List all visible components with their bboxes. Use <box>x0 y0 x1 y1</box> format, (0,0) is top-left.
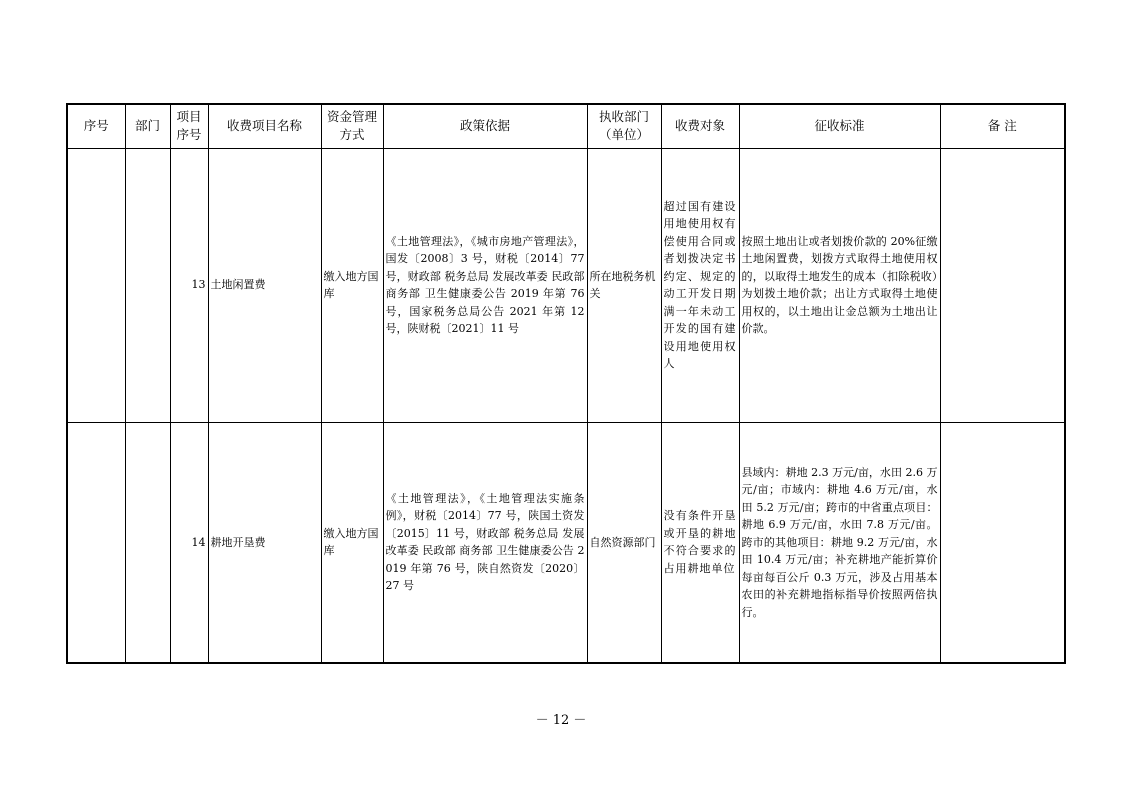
header-fund-mgmt: 资金管理方式 <box>321 104 383 148</box>
table-row <box>67 422 1065 663</box>
cell-standard: 按照土地出让或者划拨价款的 20%征缴土地闲置费，划拨方式取得土地使用权的，以取得土地发生的成本（扣除税收）为划拨土地价款；出让方式取得土地使用权的，以土地出让金总额为土地出让价款。 <box>739 148 940 422</box>
header-dept: 部门 <box>125 104 170 148</box>
cell-standard: 县域内：耕地 2.3 万元/亩，水田 2.6 万元/亩；市域内：耕地 4.6 万元/亩，水田 5.2 万元/亩；跨市的中省重点项目：耕地 6.9 万元/亩，水田 7.8 万元/亩。跨市的其他项目：耕地 9.2 万元/亩，水田 10.4 万元/亩；补充耕地产能折算价每亩每百公斤 0.3 万元，涉及占用基本农田的补充耕地指标指导价按照两倍执行。 <box>739 422 940 663</box>
cell-fee-name: 土地闲置费 <box>208 148 321 422</box>
cell-fee-name: 耕地开垦费 <box>208 422 321 663</box>
table-header-row <box>67 104 1065 148</box>
cell-fund-mgmt: 缴入地方国库 <box>321 148 383 422</box>
cell-target: 没有条件开垦或开垦的耕地不符合要求的占用耕地单位 <box>661 422 739 663</box>
header-seq: 序号 <box>67 104 125 148</box>
cell-remark <box>940 148 1065 422</box>
cell-policy: 《土地管理法》，《城市房地产管理法》，国发〔2008〕3 号，财税〔2014〕77 号，财政部 税务总局 发展改革委 民政部 商务部 卫生健康委公告 2019 年第 76 号，国家税务总局公告 2021 年第 12 号，陕财税〔2021〕11 号 <box>383 148 587 422</box>
cell-seq <box>67 148 125 422</box>
header-item-seq: 项目序号 <box>170 104 208 148</box>
header-collector: 执收部门（单位） <box>587 104 661 148</box>
header-policy: 政策依据 <box>383 104 587 148</box>
cell-fund-mgmt: 缴入地方国库 <box>321 422 383 663</box>
cell-dept <box>125 148 170 422</box>
header-remark: 备 注 <box>940 104 1065 148</box>
header-standard: 征收标准 <box>739 104 940 148</box>
table-row <box>67 148 1065 422</box>
cell-seq <box>67 422 125 663</box>
header-fee-name: 收费项目名称 <box>208 104 321 148</box>
cell-remark <box>940 422 1065 663</box>
cell-collector: 自然资源部门 <box>587 422 661 663</box>
cell-target: 超过国有建设用地使用权有偿使用合同或者划拨决定书约定、规定的动工开发日期满一年未动工开发的国有建设用地使用权人 <box>661 148 739 422</box>
header-target: 收费对象 <box>661 104 739 148</box>
cell-item-seq: 13 <box>170 148 208 422</box>
page-number: － 12 － <box>535 713 587 728</box>
fee-table <box>66 103 1066 664</box>
cell-policy: 《土地管理法》，《土地管理法实施条例》，财税〔2014〕77 号，陕国土资发〔2015〕11 号，财政部 税务总局 发展改革委 民政部 商务部 卫生健康委公告 2019 年第 76 号，陕自然资发〔2020〕27 号 <box>383 422 587 663</box>
cell-dept <box>125 422 170 663</box>
cell-item-seq: 14 <box>170 422 208 663</box>
cell-collector: 所在地税务机关 <box>587 148 661 422</box>
